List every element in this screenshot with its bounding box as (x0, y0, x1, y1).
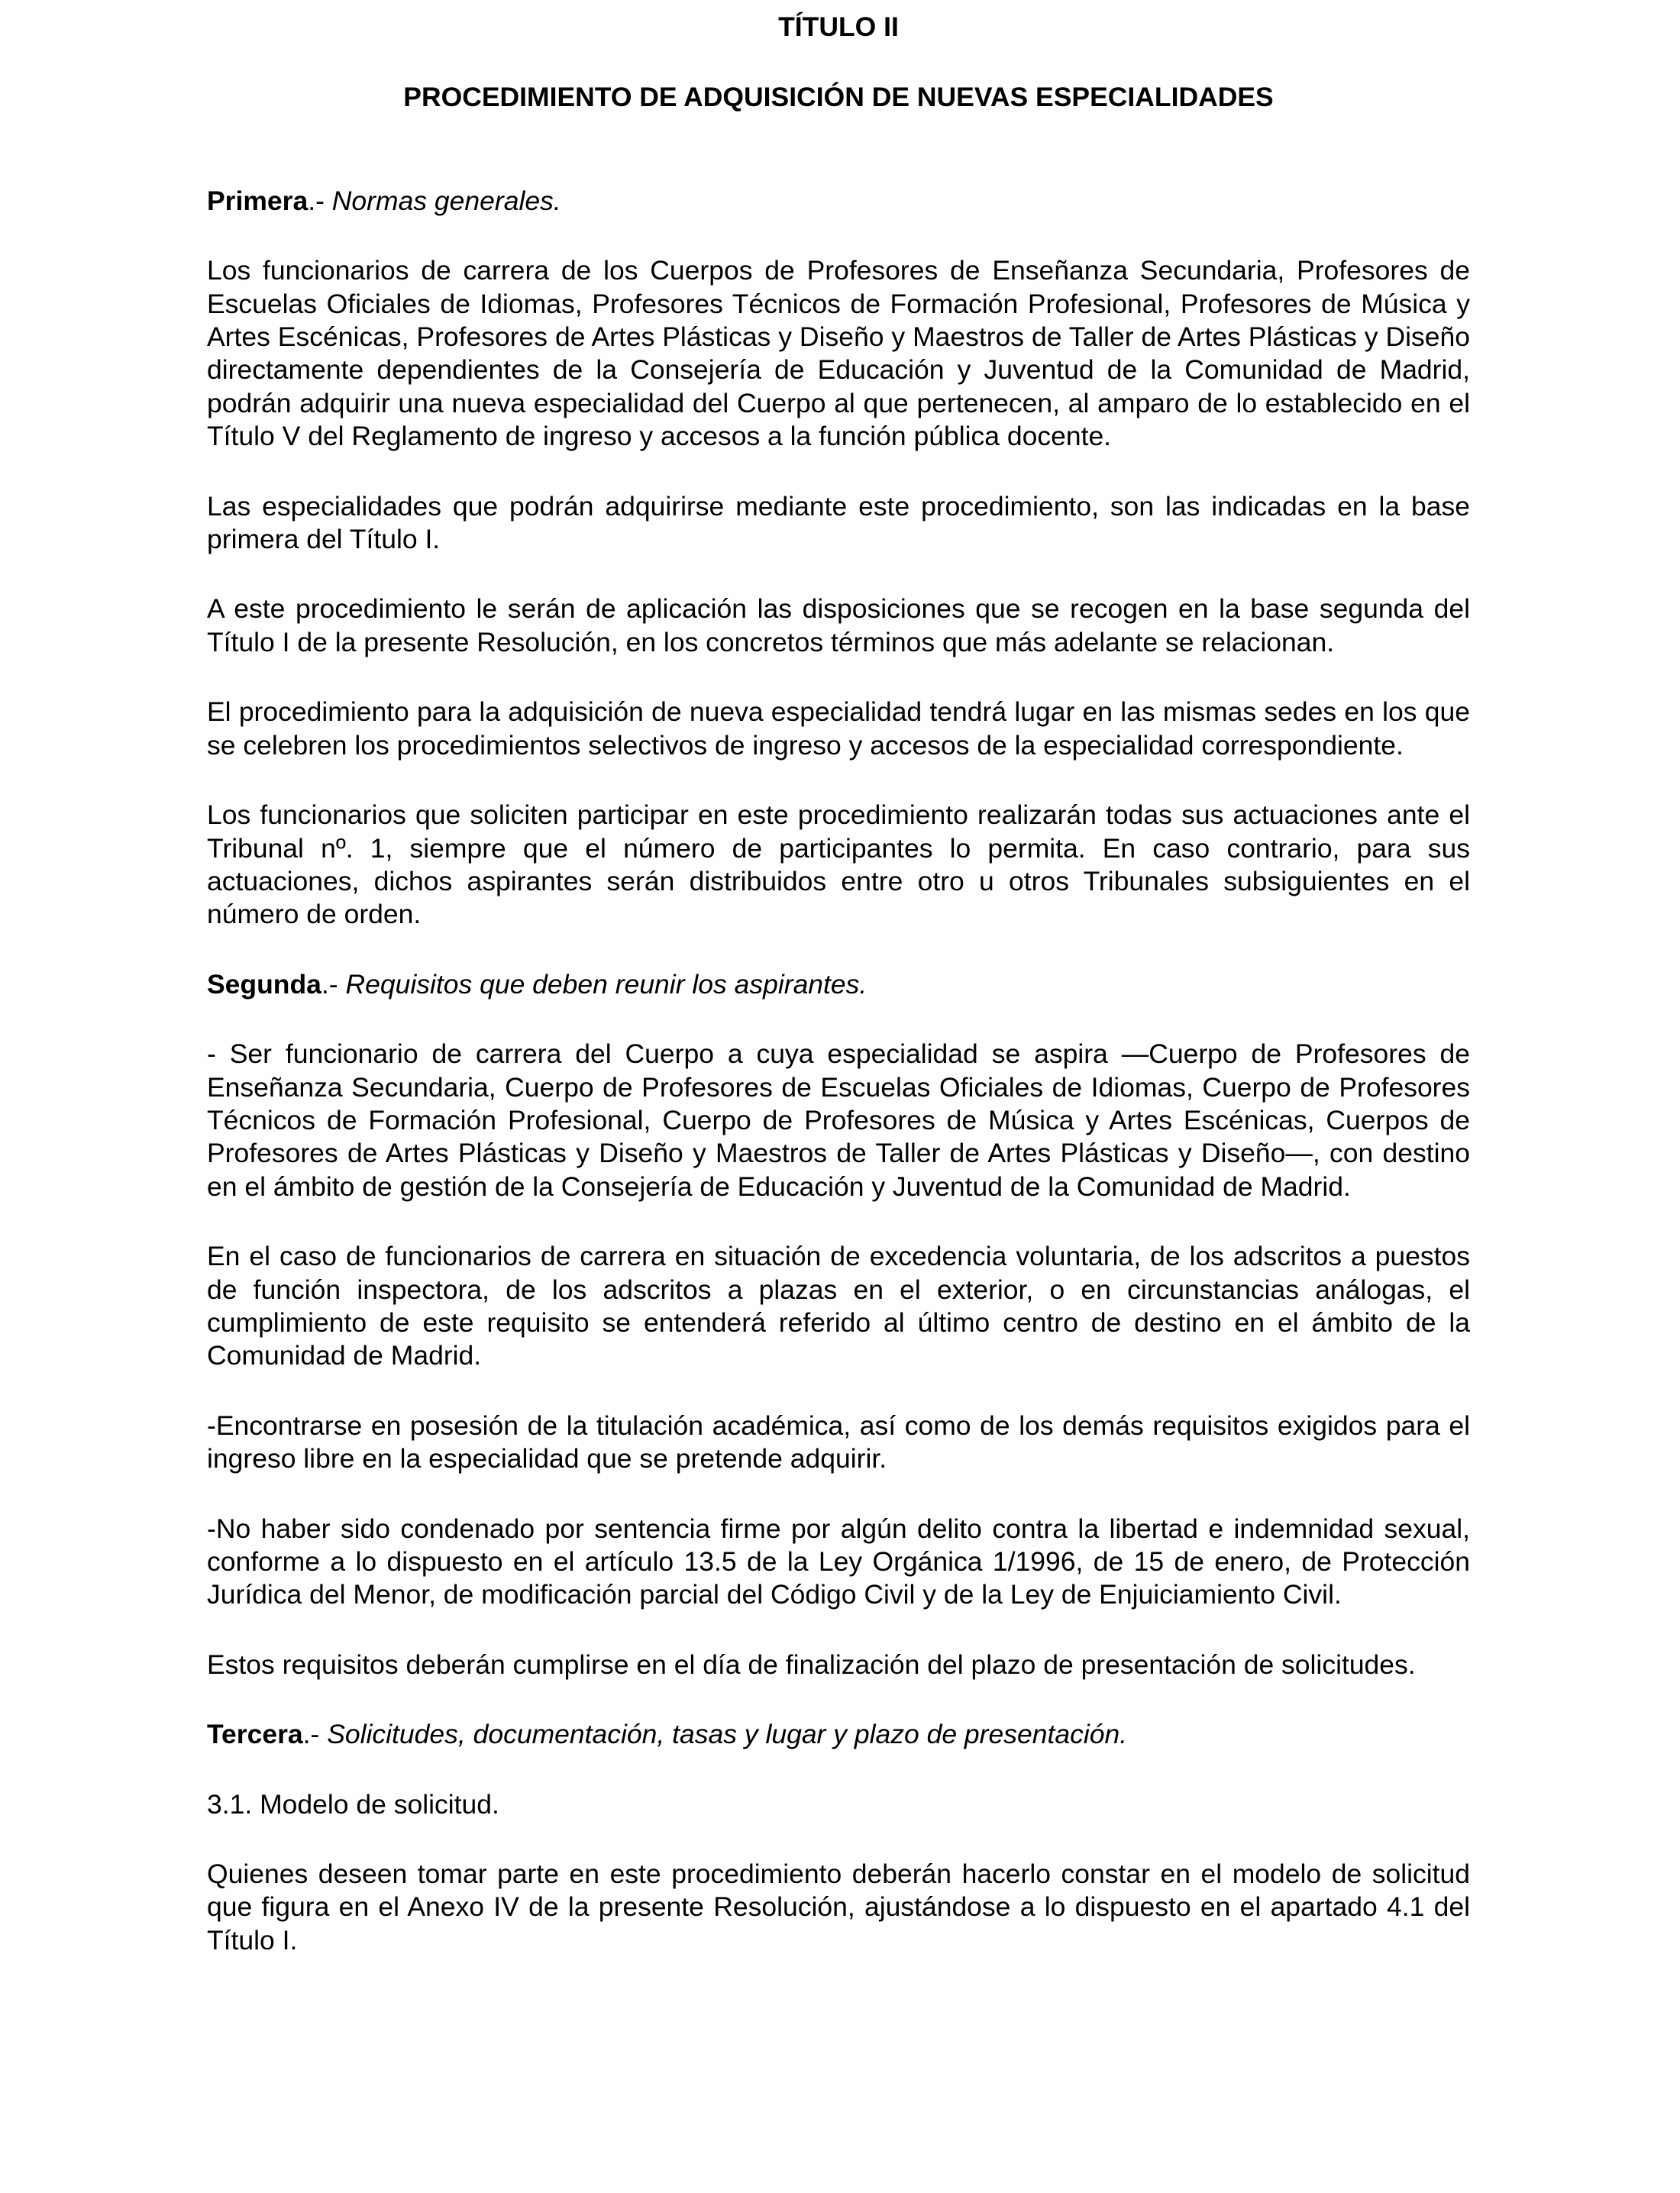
document-title: TÍTULO II (778, 11, 899, 42)
section-label: Tercera (207, 1719, 303, 1750)
section-title: Normas generales. (331, 185, 561, 216)
document-page (207, 11, 1470, 1994)
paragraph: Los funcionarios que soliciten participar en este procedimiento realizarán todas sus actuaciones ante el Tribunal nº. 1, siempre que el número de participantes lo permita. En caso contrario, para sus actuaciones, dichos aspirantes serán distribuidos entre otro u otros Tribunales subsiguientes en el número de orden. (207, 799, 1470, 930)
section-separator: .- (308, 185, 332, 216)
paragraph: -Encontrarse en posesión de la titulación académica, así como de los demás requisitos exigidos para el ingreso libre en la especialidad que se pretende adquirir. (207, 1410, 1470, 1474)
paragraph: Los funcionarios de carrera de los Cuerpos de Profesores de Enseñanza Secundaria, Profesores de Escuelas Oficiales de Idiomas, Profesores Técnicos de Formación Profesional, Profesores de Música y Artes Escénicas, Profesores de Artes Plásticas y Diseño y Maestros de Taller de Artes Plásticas y Diseño directamente dependientes de la Consejería de Educación y Juventud de la Comunidad de Madrid, podrán adquirir una nueva especialidad del Cuerpo al que pertenecen, al amparo de lo establecido en el Título V del Reglamento de ingreso y accesos a la función pública docente. (207, 255, 1470, 452)
paragraph: Las especialidades que podrán adquirirse mediante este procedimiento, son las indicadas en la base primera del Título I. (207, 490, 1470, 555)
paragraph: A este procedimiento le serán de aplicación las disposiciones que se recogen en la base segunda del Título I de la presente Resolución, en los concretos términos que más adelante se relacionan. (207, 593, 1470, 657)
paragraph: -No haber sido condenado por sentencia firme por algún delito contra la libertad e indemnidad sexual, conforme a lo dispuesto en el artículo 13.5 de la Ley Orgánica 1/1996, de 15 de enero, de Protección Jurídica del Menor, de modificación parcial del Código Civil y de la Ley de Enjuiciamiento Civil. (207, 1513, 1470, 1610)
section-title: Solicitudes, documentación, tasas y lugar y plazo de presentación. (327, 1719, 1128, 1750)
paragraph: En el caso de funcionarios de carrera en situación de excedencia voluntaria, de los adscritos a puestos de función inspectora, de los adscritos a plazas en el exterior, o en circunstancias análogas, el cumplimiento de este requisito se entenderá referido al último centro de destino en el ámbito de la Comunidad de Madrid. (207, 1241, 1470, 1371)
paragraph: Estos requisitos deberán cumplirse en el día de finalización del plazo de presentación de solicitudes. (207, 1649, 1416, 1680)
section-title: Requisitos que deben reunir los aspirantes. (345, 968, 867, 1000)
section-label: Segunda (207, 968, 321, 1000)
paragraph: - Ser funcionario de carrera del Cuerpo a cuya especialidad se aspira —Cuerpo de Profesores de Enseñanza Secundaria, Cuerpo de Profesores de Escuelas Oficiales de Idiomas, Cuerpo de Profesores Técnicos de Formación Profesional, Cuerpo de Profesores de Música y Artes Escénicas, Cuerpos de Profesores de Artes Plásticas y Diseño y Maestros de Taller de Artes Plásticas y Diseño—, con destino en el ámbito de gestión de la Consejería de Educación y Juventud de la Comunidad de Madrid. (207, 1038, 1470, 1202)
paragraph: Quienes deseen tomar parte en este procedimiento deberán hacerlo constar en el modelo de solicitud que figura en el Anexo IV de la presente Resolución, ajustándose a lo dispuesto en el apartado 4.1 del Título I. (207, 1859, 1470, 1956)
section-separator: .- (302, 1719, 328, 1750)
subsection-heading: 3.1. Modelo de solicitud. (207, 1788, 499, 1820)
section-heading-primera (207, 185, 1470, 218)
section-label: Primera (207, 185, 309, 216)
section-heading-tercera (207, 1718, 1470, 1751)
document-subtitle: PROCEDIMIENTO DE ADQUISICIÓN DE NUEVAS ESPECIALIDADES (403, 82, 1274, 113)
section-separator: .- (321, 968, 346, 1000)
section-heading-segunda (207, 968, 1470, 1001)
paragraph: El procedimiento para la adquisición de nueva especialidad tendrá lugar en las mismas sedes en los que se celebren los procedimientos selectivos de ingreso y accesos de la especialidad correspondiente. (207, 696, 1470, 761)
